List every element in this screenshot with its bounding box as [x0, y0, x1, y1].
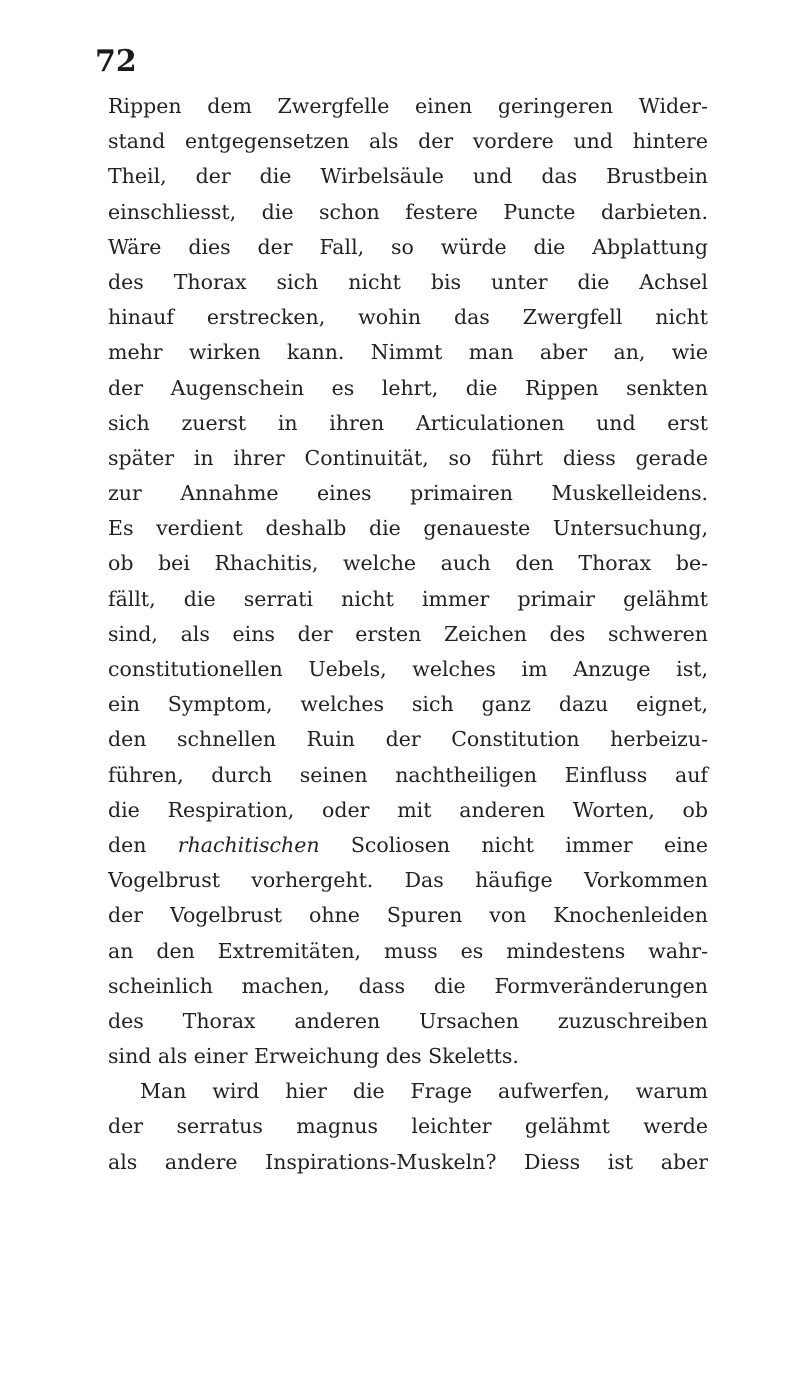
- text-line: des Thorax sich nicht bis unter die Achsel: [108, 269, 708, 294]
- text-line: mehr wirken kann. Nimmt man aber an, wie: [108, 340, 708, 365]
- text-line: an den Extremitäten, muss es mindestens wahr-: [108, 938, 708, 963]
- paragraph-1: [108, 89, 708, 1074]
- paragraph-2: [108, 1074, 708, 1180]
- text-line: des Thorax anderen Ursachen zuzuschreiben: [108, 1008, 708, 1033]
- text-line: später in ihrer Continuität, so führt diess gerade: [108, 445, 708, 470]
- text-line: der serratus magnus leichter gelähmt werde: [108, 1114, 708, 1139]
- text-line: hinauf erstrecken, wohin das Zwergfell nicht: [108, 305, 708, 330]
- body-text: [108, 89, 708, 1180]
- text-line: fällt, die serrati nicht immer primair gelähmt: [108, 586, 708, 611]
- text-line: führen, durch seinen nachtheiligen Einfluss auf: [108, 762, 708, 787]
- text-line: sind als einer Erweichung des Skeletts.: [108, 1044, 519, 1069]
- text-line: Vogelbrust vorhergeht. Das häufige Vorkommen: [108, 868, 708, 893]
- text-line: Theil, der die Wirbelsäule und das Brustbein: [108, 164, 708, 189]
- text-line-italic: [108, 828, 708, 863]
- text-line: constitutionellen Uebels, welches im Anzuge ist,: [108, 657, 708, 681]
- text-line: der Vogelbrust ohne Spuren von Knochenleiden: [108, 903, 708, 928]
- text-fragment: den: [108, 832, 178, 857]
- text-line: sich zuerst in ihren Articulationen und erst: [108, 410, 708, 435]
- text-line: einschliesst, die schon festere Puncte darbieten.: [108, 199, 708, 224]
- text-line: den schnellen Ruin der Constitution herbeizu-: [108, 727, 708, 752]
- text-line: Wäre dies der Fall, so würde die Abplattung: [108, 234, 708, 259]
- text-line: Man wird hier die Frage aufwerfen, warum: [140, 1079, 708, 1104]
- page-number: 72: [95, 44, 137, 79]
- text-line: Es verdient deshalb die genaueste Untersuchung,: [108, 516, 708, 541]
- italic-word: rhachitischen: [177, 832, 320, 857]
- text-line: Rippen dem Zwergfelle einen geringeren Wider-: [108, 94, 708, 118]
- text-fragment: Scoliosen nicht immer eine: [319, 832, 709, 857]
- text-line: die Respiration, oder mit anderen Worten, ob: [108, 797, 708, 822]
- text-line: scheinlich machen, dass die Formveränderungen: [108, 973, 708, 998]
- text-line: der Augenschein es lehrt, die Rippen senkten: [108, 375, 708, 400]
- text-line: ein Symptom, welches sich ganz dazu eignet,: [108, 692, 708, 717]
- text-line: sind, als eins der ersten Zeichen des schweren: [108, 621, 708, 646]
- text-line: als andere Inspirations-Muskeln? Diess ist aber: [108, 1149, 708, 1174]
- text-line: stand entgegensetzen als der vordere und hintere: [108, 129, 708, 154]
- text-line: zur Annahme eines primairen Muskelleidens.: [108, 481, 708, 506]
- text-line: ob bei Rhachitis, welche auch den Thorax be-: [108, 551, 708, 576]
